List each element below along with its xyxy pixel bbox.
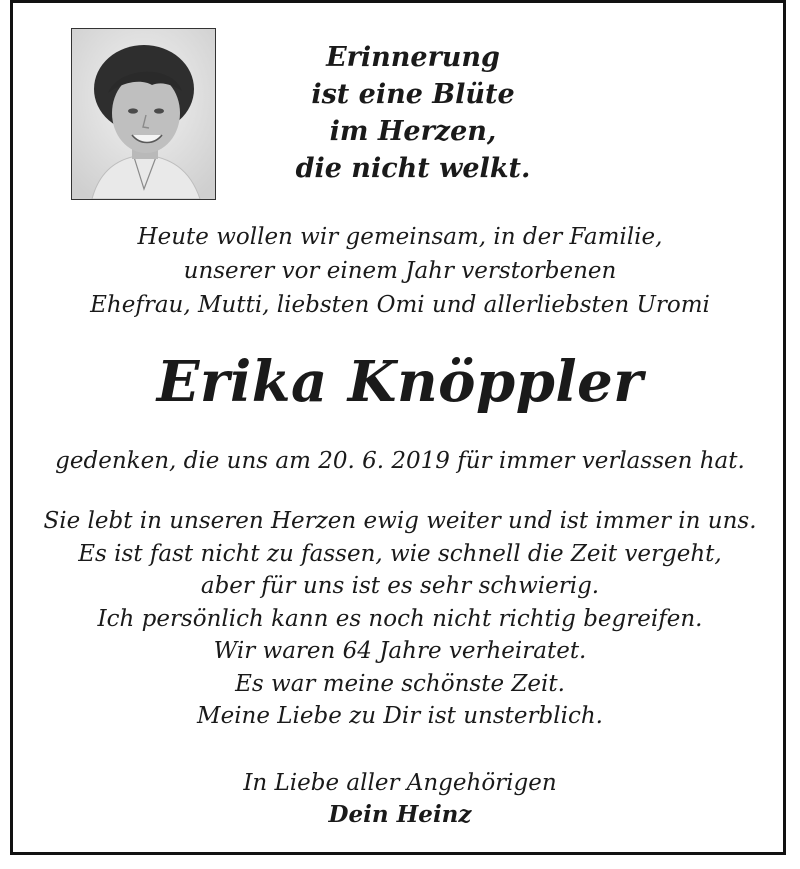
motto-line: Erinnerung — [326, 42, 500, 73]
intro-line: Ehefrau, Mutti, liebsten Omi und allerliebsten Uromi — [90, 292, 710, 318]
intro-line: Heute wollen wir gemeinsam, in der Familie, — [137, 224, 663, 250]
body-line: Es war meine schönste Zeit. — [235, 670, 565, 697]
deceased-name: Erika Knöppler — [156, 349, 644, 415]
body-line: Wir waren 64 Jahre verheiratet. — [213, 638, 587, 664]
date-line: gedenken, die uns am 20. 6. 2019 für immer verlassen hat. — [55, 448, 745, 474]
motto-line: die nicht welkt. — [295, 153, 531, 184]
body-line: aber für uns ist es sehr schwierig. — [200, 573, 600, 599]
signature: Dein Heinz — [328, 801, 472, 828]
motto-line: im Herzen, — [329, 116, 497, 147]
signoff — [20, 767, 780, 831]
motto-line: ist eine Blüte — [311, 79, 515, 110]
portrait-photo — [71, 28, 216, 200]
intro-line: unserer vor einem Jahr verstorbenen — [183, 258, 617, 284]
body-line: Es ist fast nicht zu fassen, wie schnell die Zeit vergeht, — [78, 540, 722, 567]
signoff-line: In Liebe aller Angehörigen — [243, 770, 557, 796]
body-line: Ich persönlich kann es noch nicht richtig begreifen. — [97, 605, 703, 632]
body-text — [20, 505, 780, 733]
body-line: Sie lebt in unseren Herzen ewig weiter und ist immer in uns. — [43, 508, 757, 534]
motto-verse — [243, 39, 583, 187]
intro-text — [20, 220, 780, 322]
body-line: Meine Liebe zu Dir ist unsterblich. — [197, 703, 603, 729]
